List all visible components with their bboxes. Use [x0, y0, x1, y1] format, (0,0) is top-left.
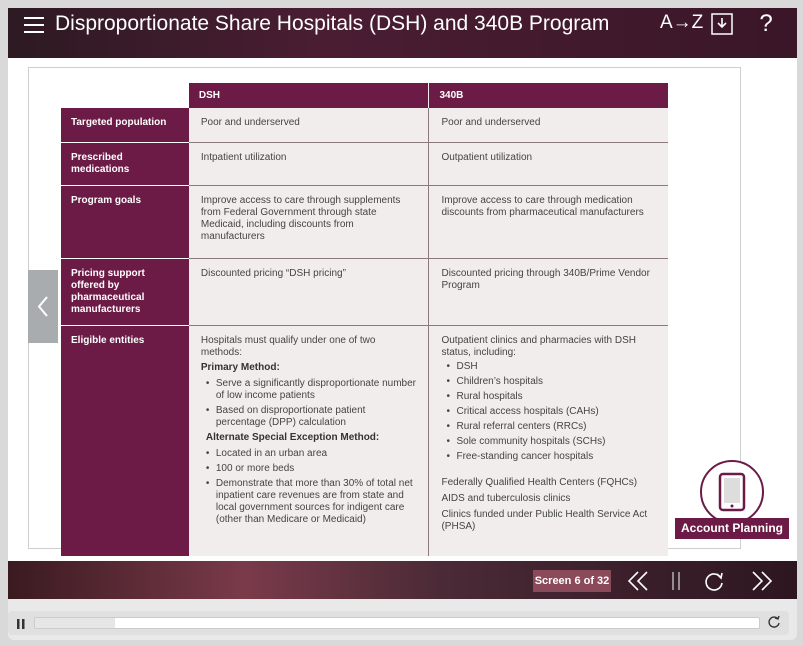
- eligible-dsh-intro: Hospitals must qualify under one of two methods:: [200, 334, 376, 358]
- download-button[interactable]: [709, 12, 735, 38]
- column-header-340b: 340B: [429, 83, 668, 108]
- menu-icon[interactable]: [24, 17, 44, 33]
- pause-button[interactable]: [15, 617, 27, 629]
- list-item: • Sole community hospitals (SCHs): [441, 436, 656, 448]
- progress-track[interactable]: [34, 617, 760, 629]
- chevron-left-icon: [28, 270, 58, 343]
- progress-fill: [35, 618, 115, 628]
- account-planning-label: Account Planning: [675, 518, 789, 539]
- table-cell: Discounted pricing through 340B/Prime Vendor Program: [429, 258, 668, 325]
- tablet-icon: [702, 462, 762, 522]
- pause-icon: [668, 568, 684, 594]
- comparison-table: [61, 83, 668, 556]
- primary-method-list: [201, 378, 417, 429]
- eligible-340b-extra: Clinics funded under Public Health Service Act (PHSA): [441, 508, 648, 532]
- list-item: • Rural referral centers (RRCs): [441, 421, 656, 433]
- row-header: Prescribed medications: [61, 142, 189, 185]
- table-cell: Improve access to care through medication discounts from pharmaceutical manufacturers: [429, 185, 668, 258]
- list-item: • Rural hospitals: [441, 391, 656, 403]
- row-header: Pricing support offered by pharmaceutical manufacturers: [61, 258, 189, 325]
- pause-slide-button[interactable]: [668, 568, 684, 594]
- table-row: [61, 142, 668, 185]
- table-corner: [61, 83, 189, 108]
- eligible-340b-cell: [429, 325, 668, 556]
- list-item: • DSH: [441, 361, 656, 373]
- list-item: • Children’s hospitals: [441, 376, 656, 388]
- list-item: • Serve a significantly disproportionate number of low income patients: [201, 378, 417, 402]
- list-item: • Free-standing cancer hospitals: [441, 451, 656, 463]
- table-row: [61, 108, 668, 142]
- eligible-340b-extra: AIDS and tuberculosis clinics: [441, 492, 571, 504]
- eligible-340b-intro: Outpatient clinics and pharmacies with DSH status, including:: [441, 334, 636, 358]
- primary-method-title: Primary Method:: [200, 361, 280, 373]
- eligible-dsh-cell: [189, 325, 429, 556]
- table-cell: Poor and underserved: [189, 108, 429, 142]
- row-header: Targeted population: [61, 108, 189, 142]
- table-cell: Intpatient utilization: [189, 142, 429, 185]
- previous-screen-button[interactable]: [626, 568, 650, 594]
- account-planning-button[interactable]: [675, 460, 789, 540]
- replay-button[interactable]: [702, 568, 726, 594]
- reload-icon: [767, 615, 781, 629]
- table-cell: Discounted pricing “DSH pricing”: [189, 258, 429, 325]
- table-row: [61, 258, 668, 325]
- next-screen-button[interactable]: [750, 568, 774, 594]
- list-item: • Demonstrate that more than 30% of total net inpatient care revenues are from state and local government sources for indigent care (other than Medicare or Medicaid): [201, 478, 417, 526]
- help-button[interactable]: ?: [759, 10, 773, 37]
- previous-slide-button[interactable]: [28, 270, 58, 343]
- account-planning-circle: [700, 460, 764, 524]
- table-row: [61, 325, 668, 556]
- double-chevron-left-icon: [626, 568, 650, 594]
- glossary-button[interactable]: A→Z: [660, 12, 704, 33]
- row-header: Program goals: [61, 185, 189, 258]
- table-cell: Outpatient utilization: [429, 142, 668, 185]
- list-item: • Critical access hospitals (CAHs): [441, 406, 656, 418]
- pause-icon: [15, 618, 27, 630]
- list-item: • Based on disproportionate patient percentage (DPP) calculation: [201, 405, 417, 429]
- alternate-method-title: Alternate Special Exception Method:: [205, 431, 380, 443]
- replay-icon: [702, 568, 726, 594]
- table-row: [61, 185, 668, 258]
- table-cell: Poor and underserved: [429, 108, 668, 142]
- screen-counter: Screen 6 of 32: [533, 570, 611, 592]
- double-chevron-right-icon: [750, 568, 774, 594]
- column-header-dsh: DSH: [189, 83, 429, 108]
- row-header: Eligible entities: [61, 325, 189, 556]
- eligible-340b-extra: Federally Qualified Health Centers (FQHCs): [441, 476, 638, 488]
- list-item: • 100 or more beds: [201, 463, 417, 475]
- reload-button[interactable]: [767, 615, 781, 629]
- page-title: Disproportionate Share Hospitals (DSH) and 340B Program: [55, 12, 610, 35]
- alternate-method-list: [201, 448, 417, 526]
- table-cell: Improve access to care through supplements from Federal Government through state Medicaid, including discounts from manufacturers: [189, 185, 429, 258]
- download-icon: [710, 12, 734, 36]
- eligible-340b-list: [441, 361, 656, 463]
- list-item: • Located in an urban area: [201, 448, 417, 460]
